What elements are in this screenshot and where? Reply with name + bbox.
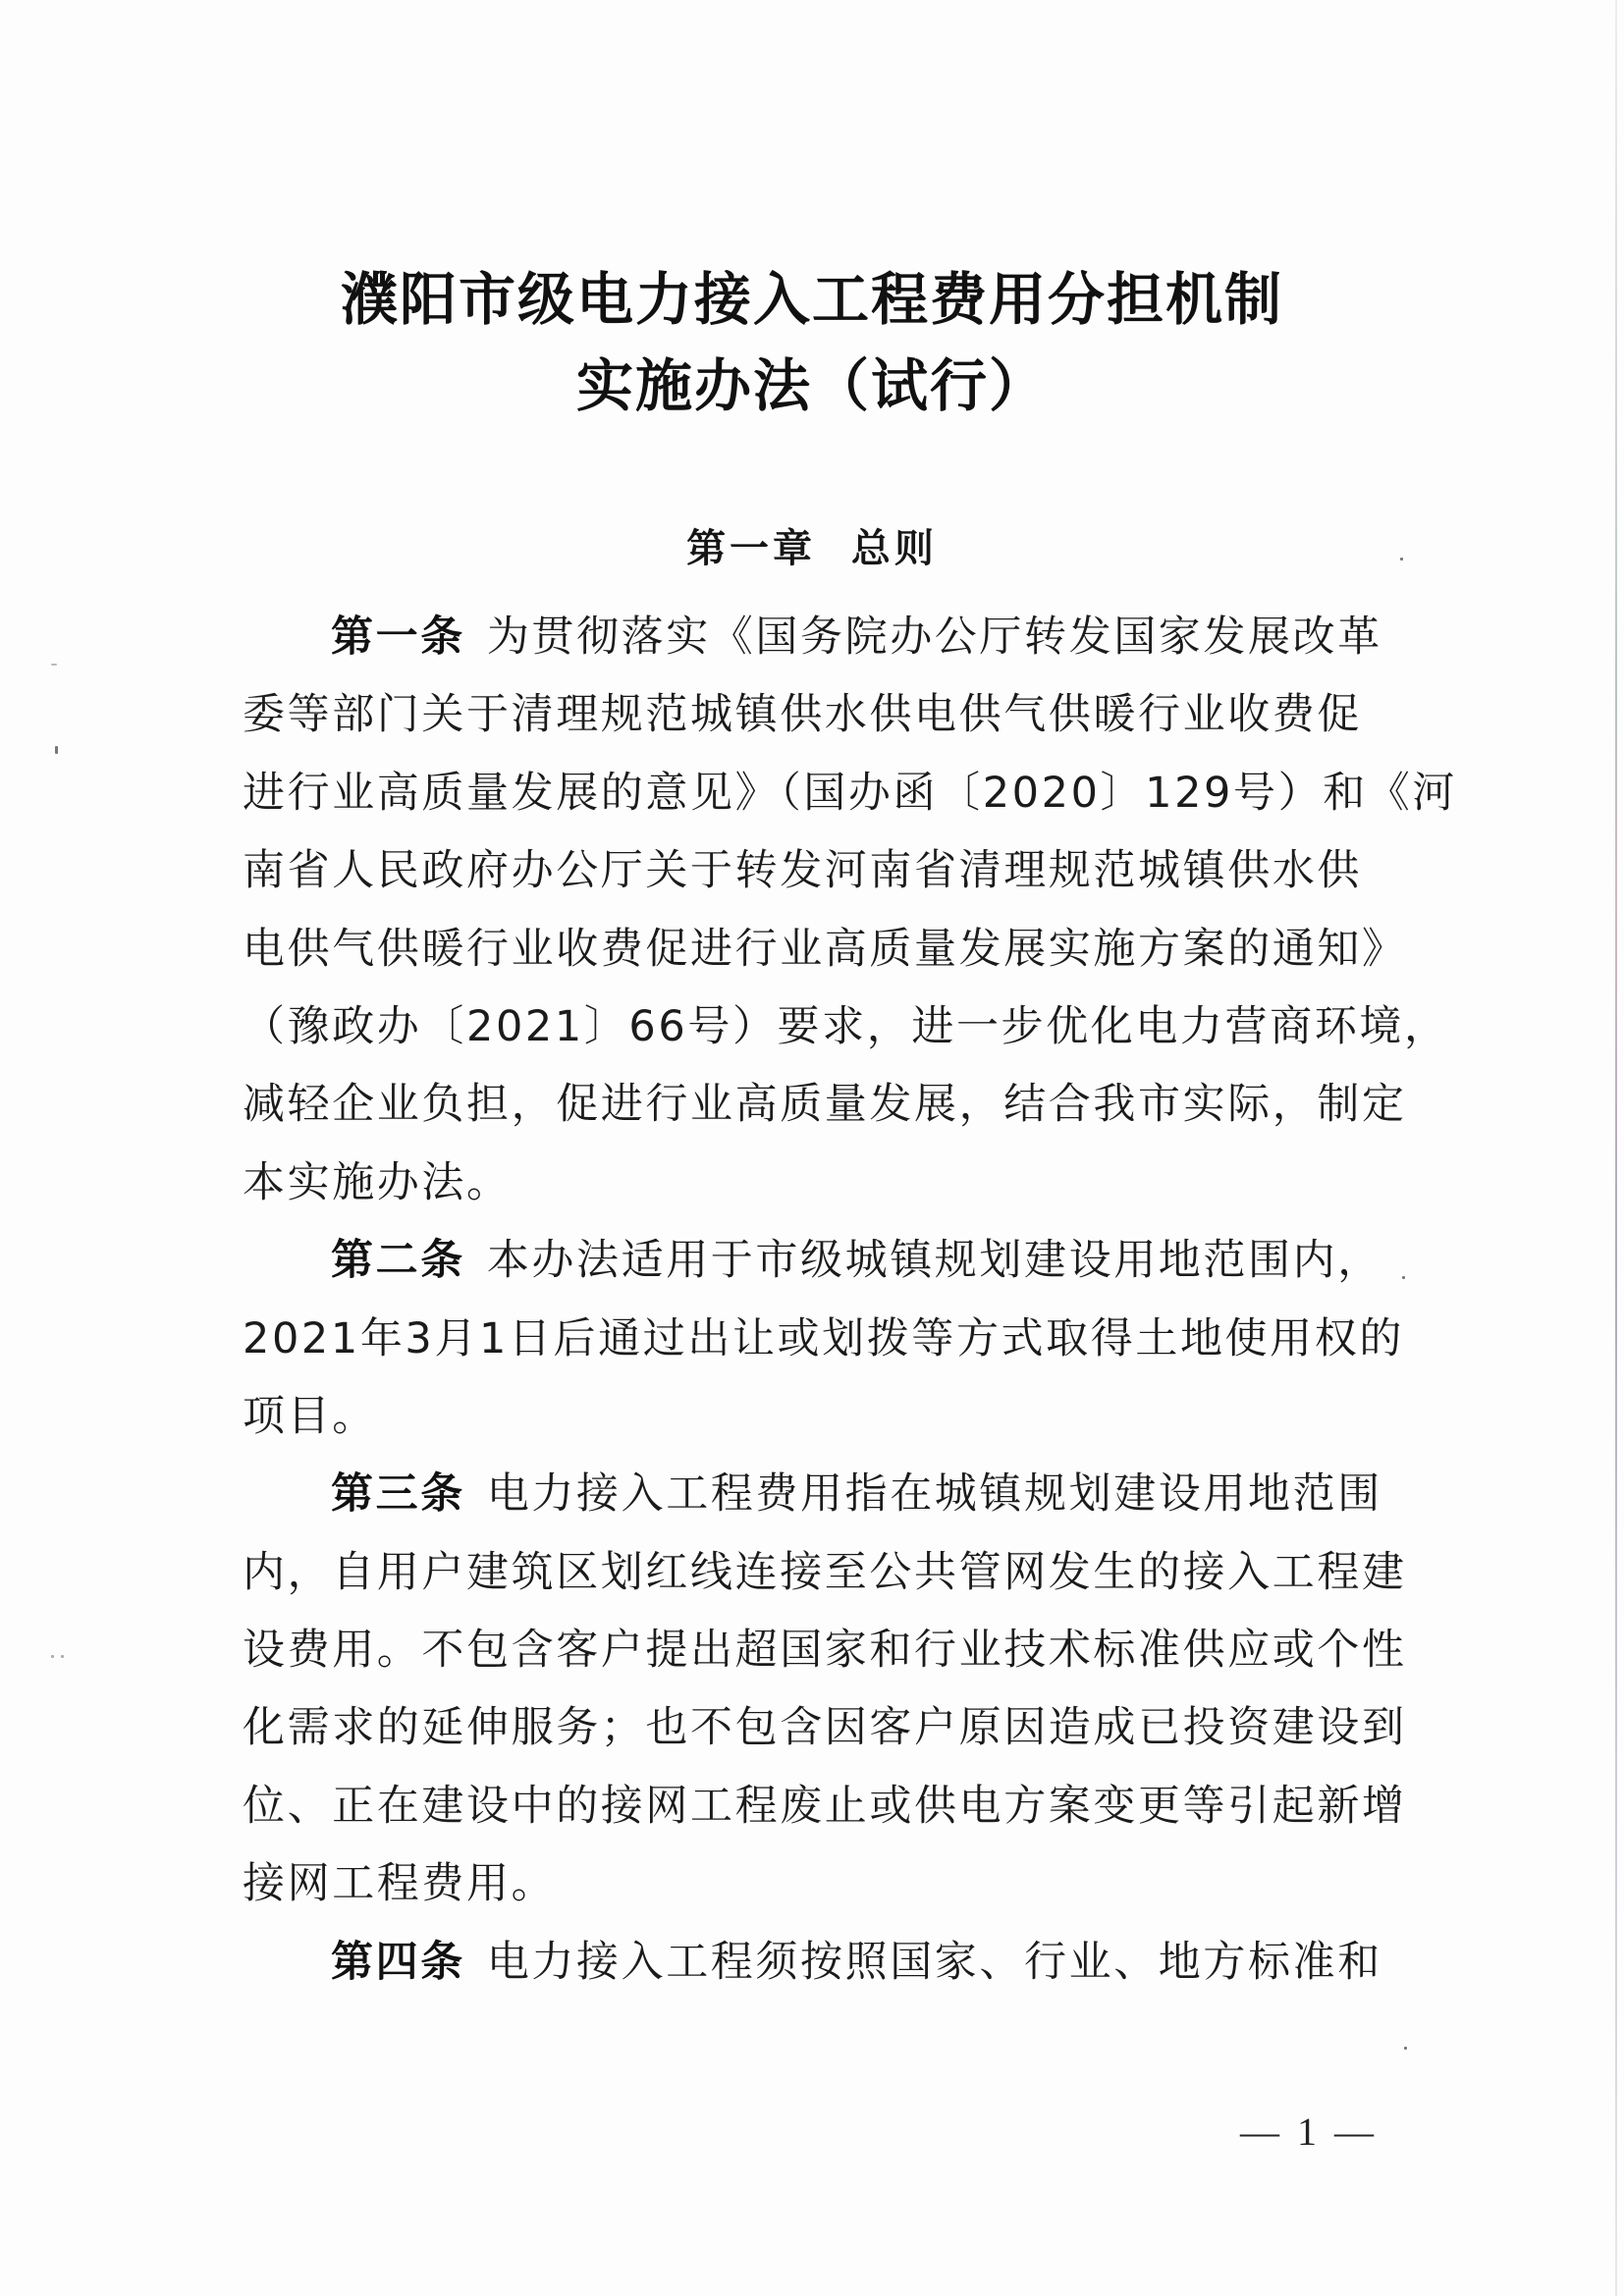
document-title-line-1: 濮阳市级电力接入工程费用分担机制 <box>340 266 1283 333</box>
scan-speck <box>61 1655 64 1658</box>
article-1-line: 电供气供暖行业收费促进行业高质量发展实施方案的通知》 <box>243 924 1407 974</box>
article-text: 电力接入工程须按照国家、行业、地方标准和 <box>486 1937 1382 1987</box>
article-number: 第四条 <box>331 1937 465 1987</box>
article-number: 第一条 <box>331 613 465 662</box>
scan-speck <box>1402 1276 1405 1279</box>
page-number: — 1 — <box>1240 2109 1378 2154</box>
article-text: 本办法适用于市级城镇规划建设用地范围内， <box>486 1236 1382 1286</box>
document-title-line-2: 实施办法（试行） <box>575 352 1048 419</box>
article-3-line: 位、正在建设中的接网工程废止或供电方案变更等引起新增 <box>243 1781 1407 1831</box>
article-4-line-1 <box>243 1924 1381 2002</box>
article-2-line-1 <box>243 1222 1381 1300</box>
scan-speck <box>51 664 57 666</box>
chapter-heading: 第一章 总则 <box>686 526 938 571</box>
article-number: 第三条 <box>331 1469 465 1520</box>
article-3-line: 化需求的延伸服务；也不包含因客户原因造成已投资建设到 <box>243 1703 1407 1753</box>
article-2-line: 2021年3月1日后通过出让或划拨等方式取得土地使用权的 <box>243 1313 1404 1363</box>
article-1-line: 南省人民政府办公厅关于转发河南省清理规范城镇供水供 <box>243 846 1362 896</box>
scan-speck <box>51 1655 54 1658</box>
article-1-line: 减轻企业负担，促进行业高质量发展，结合我市实际，制定 <box>243 1080 1407 1130</box>
article-1-line-1 <box>243 599 1381 676</box>
article-3-line-1 <box>243 1456 1381 1533</box>
article-1-line: 委等部门关于清理规范城镇供水供电供气供暖行业收费促 <box>243 690 1362 740</box>
article-3-line: 接网工程费用。 <box>243 1859 557 1909</box>
article-text: 为贯彻落实《国务院办公厅转发国家发展改革 <box>486 613 1382 662</box>
article-1-line: （豫政办〔2021〕66号）要求，进一步优化电力营商环境， <box>243 1001 1449 1051</box>
scan-edge-artifact <box>1615 0 1617 2296</box>
article-1-line: 本实施办法。 <box>243 1157 512 1207</box>
scan-speck <box>1404 2047 1407 2050</box>
article-2-line: 项目。 <box>243 1391 377 1441</box>
document-body <box>243 599 1458 2002</box>
article-text: 电力接入工程费用指在城镇规划建设用地范围 <box>486 1469 1382 1520</box>
article-1-line: 进行业高质量发展的意见》（国办函〔2020〕129号）和《河 <box>243 768 1458 818</box>
article-3-line: 内，自用户建筑区划红线连接至公共管网发生的接入工程建 <box>243 1547 1407 1597</box>
article-number: 第二条 <box>331 1236 465 1286</box>
scan-speck <box>55 746 58 754</box>
article-3-line: 设费用。不包含客户提出超国家和行业技术标准供应或个性 <box>243 1626 1407 1676</box>
